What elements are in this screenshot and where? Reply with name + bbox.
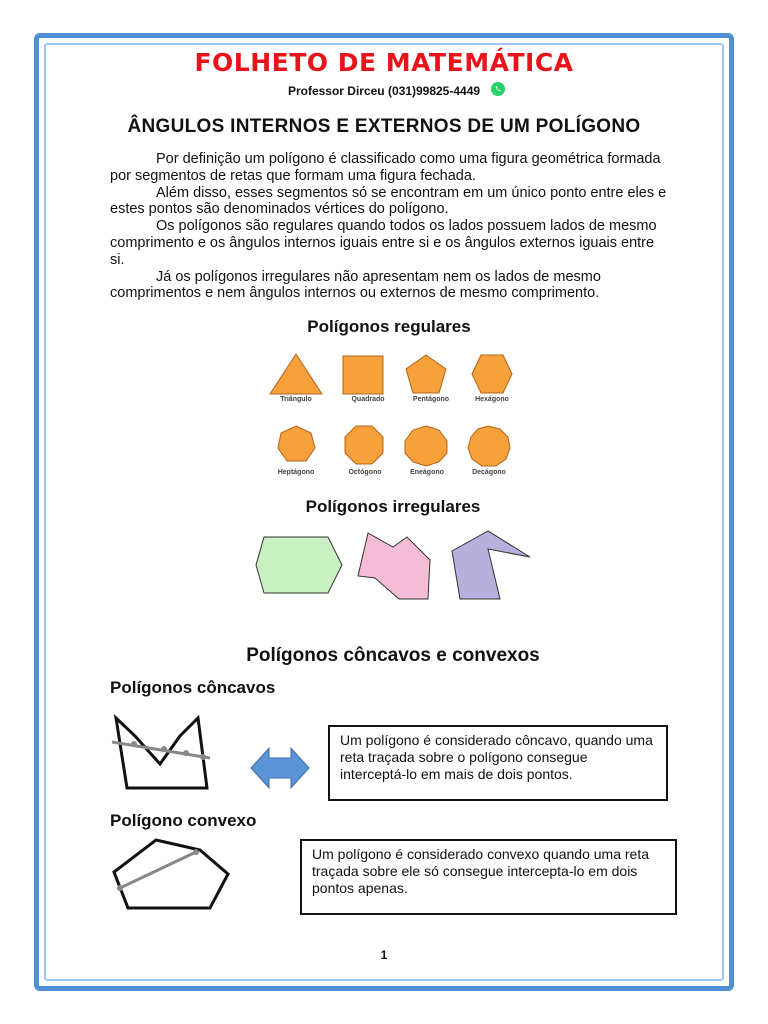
shape-caption: Triângulo [280,396,312,403]
concave-convex-heading: Polígonos côncavos e convexos [246,645,540,666]
triangle-shape [270,354,322,394]
paragraph: Os polígonos são regulares quando todos os lados possuem lados de mesmo comprimento e os ângulos internos iguais entre si e os ângulos externos iguais entre si. [110,218,657,268]
whatsapp-icon [490,81,506,97]
convex-polygon-figure [108,836,236,914]
shape-caption: Pentágono [412,396,450,403]
irregular-polygons-heading: Polígonos irregulares [305,497,481,516]
shape-caption: Quadrado [351,396,385,403]
concave-polygon-figure [110,712,215,792]
author-line: Professor Dirceu (031)99825-4449 [287,84,481,98]
square-shape [343,356,383,394]
shape-caption: Octógono [348,469,382,476]
shape-caption: Decágono [472,469,506,476]
irregular-lavender-shape [452,531,530,599]
nonagon-shape [405,426,447,466]
document-title: FOLHETO DE MATEMÁTICA [194,48,574,77]
main-heading: ÂNGULOS INTERNOS E EXTERNOS DE UM POLÍGONO [127,116,641,137]
octagon-shape [345,426,383,464]
paragraph: Por definição um polígono é classificado como uma figura geométrica formada por segmentos de retas que formam uma figura fechada. [110,151,661,184]
regular-polygons-heading: Polígonos regulares [307,317,471,336]
pentagon-shape [406,355,446,393]
convex-heading: Polígono convexo [110,811,257,830]
intro-text [110,151,670,302]
irregular-polygons-figure [250,525,540,605]
double-arrow-icon [249,744,311,792]
concave-definition-box: Um polígono é considerado côncavo, quando uma reta traçada sobre o polígono consegue interceptá-lo em mais de dois pontos. [328,725,668,801]
concave-heading: Polígonos côncavos [110,678,276,697]
shape-caption: Heptágono [277,469,315,476]
shape-caption: Hexágono [475,396,509,403]
page-number: 1 [380,948,388,962]
shape-caption: Eneágono [410,469,444,476]
paragraph: Já os polígonos irregulares não apresentam nem os lados de mesmo comprimentos e nem ângulos internos ou externos de mesmo comprimento. [110,268,601,302]
heptagon-shape [278,426,315,461]
paragraph: Além disso, esses segmentos só se encontram em um único ponto entre eles e estes pontos são denominados vértices do polígono. [110,184,667,218]
convex-definition-box: Um polígono é considerado convexo quando uma reta traçada sobre ele só consegue intercepta-lo em dois pontos apenas. [300,839,677,915]
irregular-pink-shape [358,533,430,599]
hexagon-shape [472,355,512,393]
decagon-shape [468,426,510,466]
irregular-hexagon-shape [256,537,342,593]
regular-polygons-figure [260,350,530,480]
